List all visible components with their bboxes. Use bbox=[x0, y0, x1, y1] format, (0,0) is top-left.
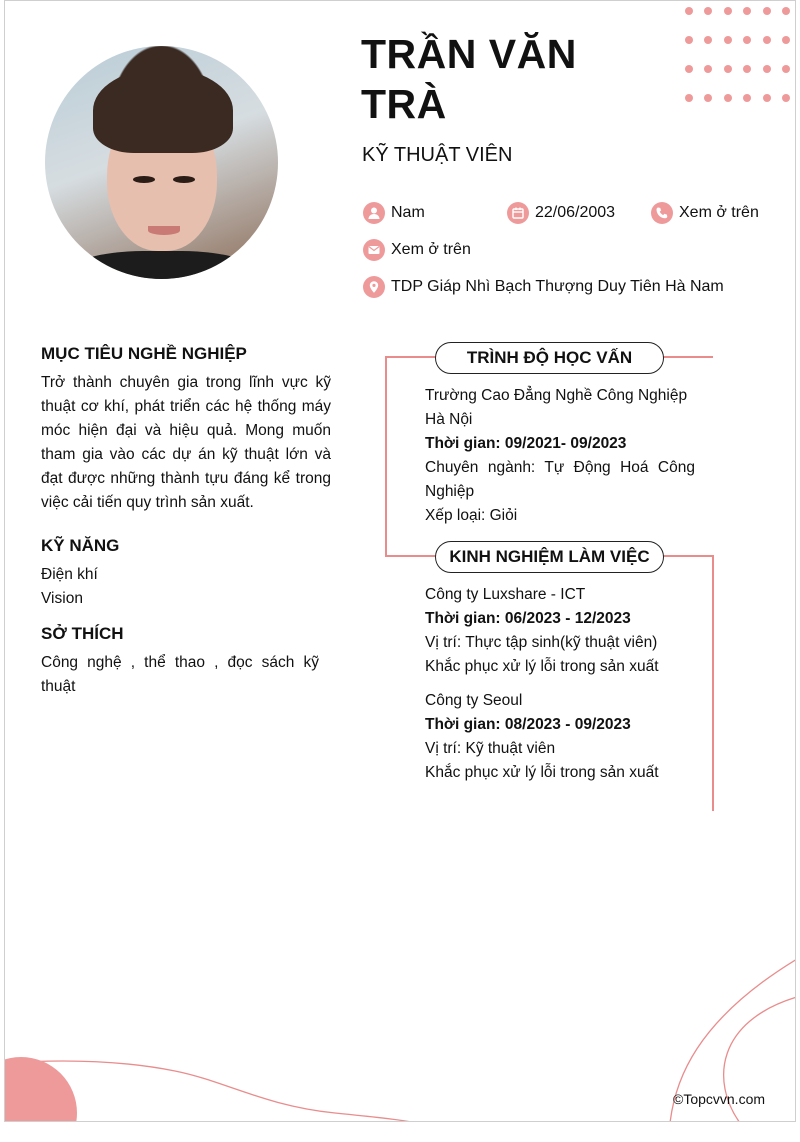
decorative-dot bbox=[782, 94, 790, 102]
decorative-dot bbox=[704, 94, 712, 102]
experience-entry bbox=[425, 583, 705, 679]
decorative-dot bbox=[743, 7, 751, 15]
avatar-hair bbox=[93, 68, 233, 153]
location-icon bbox=[363, 276, 385, 298]
decorative-dot bbox=[763, 65, 771, 73]
avatar-eye-left bbox=[133, 176, 155, 183]
calendar-icon bbox=[507, 202, 529, 224]
education-title: TRÌNH ĐỘ HỌC VẤN bbox=[435, 342, 664, 374]
decorative-dot bbox=[743, 65, 751, 73]
skills-title: KỸ NĂNG bbox=[41, 536, 120, 555]
avatar bbox=[45, 46, 278, 279]
decorative-dot bbox=[782, 36, 790, 44]
decorative-dot bbox=[724, 94, 732, 102]
info-gender bbox=[363, 202, 425, 224]
decorative-dot bbox=[685, 7, 693, 15]
timeline-line-left bbox=[385, 356, 387, 556]
decorative-dot bbox=[685, 94, 693, 102]
job-time: Thời gian: 08/2023 - 09/2023 bbox=[425, 716, 631, 733]
info-birthday bbox=[507, 202, 615, 224]
info-address bbox=[363, 276, 724, 298]
job-task: Khắc phục xử lý lỗi trong sản xuất bbox=[425, 764, 659, 781]
decorative-dot bbox=[704, 36, 712, 44]
decorative-dot bbox=[763, 36, 771, 44]
info-phone bbox=[651, 202, 759, 224]
job-company: Công ty Luxshare - ICT bbox=[425, 586, 586, 603]
decorative-dot bbox=[743, 36, 751, 44]
job-position: Vị trí: Thực tập sinh(kỹ thuật viên) bbox=[425, 634, 658, 651]
skill-item: Điện khí bbox=[41, 566, 98, 583]
decorative-dot bbox=[704, 65, 712, 73]
info-email bbox=[363, 239, 471, 261]
decorative-dot bbox=[782, 7, 790, 15]
objective-title: MỤC TIÊU NGHỀ NGHIỆP bbox=[41, 344, 247, 363]
objective-text: Trở thành chuyên gia trong lĩnh vực kỹ thuật cơ khí, phát triển các hệ thống máy móc hiện đại và hiệu quả. Mong muốn tham gia vào các dự án kỹ thuật lớn và đạt được những thành tựu đáng kể trong việc cải tiến quy trình sản xuất. bbox=[41, 374, 331, 511]
info-birthday-text: 22/06/2003 bbox=[535, 204, 616, 221]
job-task: Khắc phục xử lý lỗi trong sản xuất bbox=[425, 658, 659, 675]
education-school: Trường Cao Đẳng Nghề Công Nghiệp Hà Nội bbox=[425, 387, 688, 428]
info-phone-text: Xem ở trên bbox=[679, 204, 759, 221]
candidate-role: KỸ THUẬT VIÊN bbox=[362, 144, 513, 166]
job-company: Công ty Seoul bbox=[425, 692, 523, 709]
avatar-shirt bbox=[65, 251, 260, 279]
timeline-connector bbox=[385, 356, 437, 358]
decorative-dot bbox=[763, 94, 771, 102]
decorative-dot bbox=[704, 7, 712, 15]
timeline-line-right bbox=[712, 555, 714, 811]
hobbies-title: SỞ THÍCH bbox=[41, 624, 124, 643]
education-rank: Xếp loại: Giỏi bbox=[425, 507, 518, 524]
decorative-dot bbox=[685, 65, 693, 73]
skill-item: Vision bbox=[41, 590, 83, 607]
info-email-text: Xem ở trên bbox=[391, 241, 471, 258]
education-entry bbox=[425, 384, 695, 528]
cv-page bbox=[4, 0, 796, 1122]
job-position: Vị trí: Kỹ thuật viên bbox=[425, 740, 556, 757]
decorative-dot bbox=[685, 36, 693, 44]
avatar-eye-right bbox=[173, 176, 195, 183]
timeline-connector bbox=[385, 555, 437, 557]
info-address-text: TDP Giáp Nhì Bạch Thượng Duy Tiên Hà Nam bbox=[391, 278, 724, 295]
decorative-dot bbox=[782, 65, 790, 73]
decorative-dot bbox=[724, 65, 732, 73]
hobbies-text: Công nghệ , thể thao , đọc sách kỹ thuật bbox=[41, 654, 319, 695]
mail-icon bbox=[363, 239, 385, 261]
info-gender-text: Nam bbox=[391, 204, 425, 221]
experience-title: KINH NGHIỆM LÀM VIỆC bbox=[435, 541, 664, 573]
timeline-connector bbox=[663, 356, 713, 358]
copyright-text: ©Topcvvn.com bbox=[673, 1091, 766, 1107]
phone-icon bbox=[651, 202, 673, 224]
decorative-dots bbox=[683, 5, 793, 105]
decorative-dot bbox=[724, 7, 732, 15]
user-icon bbox=[363, 202, 385, 224]
avatar-mouth bbox=[148, 226, 180, 235]
education-time: Thời gian: 09/2021- 09/2023 bbox=[425, 435, 627, 452]
education-major: Chuyên ngành: Tự Động Hoá Công Nghiệp bbox=[425, 459, 695, 500]
candidate-name: TRẦN VĂN TRÀ bbox=[361, 31, 577, 127]
decorative-dot bbox=[724, 36, 732, 44]
decorative-dot bbox=[763, 7, 771, 15]
timeline-connector bbox=[663, 555, 713, 557]
job-time: Thời gian: 06/2023 - 12/2023 bbox=[425, 610, 631, 627]
experience-entry bbox=[425, 689, 705, 785]
decorative-dot bbox=[743, 94, 751, 102]
